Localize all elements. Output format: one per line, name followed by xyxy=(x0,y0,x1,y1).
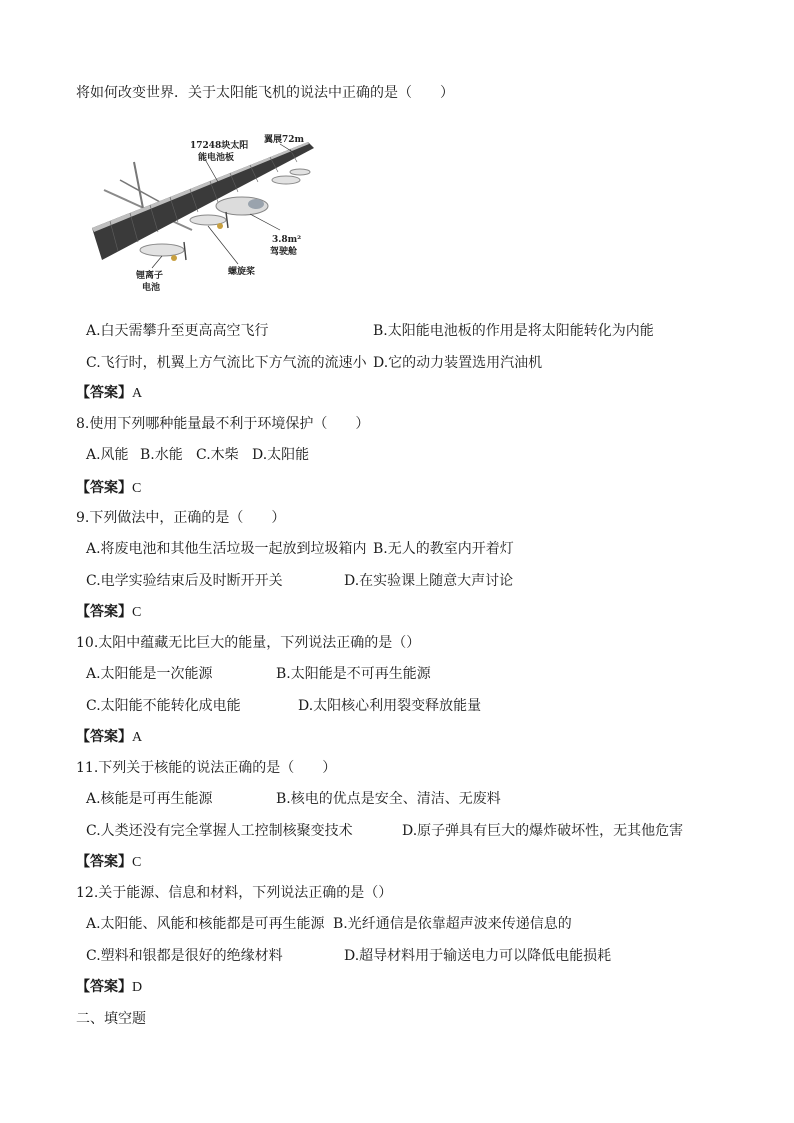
q12-option-c: C.塑料和银都是很好的绝缘材料 xyxy=(86,948,283,964)
q8-stem: 8.使用下列哪种能量最不利于环境保护（ ） xyxy=(76,416,370,432)
q10-stem: 10.太阳中蕴藏无比巨大的能量，下列说法正确的是（） xyxy=(76,635,421,651)
figure-label-span: 翼展72m xyxy=(264,135,305,145)
q10-option-c: C.太阳能不能转化成电能 xyxy=(86,698,241,714)
answer-label: 【答案】 xyxy=(76,979,132,995)
q11-stem: 11.下列关于核能的说法正确的是（ ） xyxy=(76,760,337,776)
figure-label-battery-2: 电池 xyxy=(142,283,161,293)
q10-option-a: A.太阳能是一次能源 xyxy=(86,666,213,682)
q9-option-b: B.无人的教室内开着灯 xyxy=(373,541,514,557)
q8-option-c: C.木柴 xyxy=(196,447,239,463)
q8-answer xyxy=(76,479,141,498)
figure-label-cells-2: 能电池板 xyxy=(198,153,235,163)
answer-label: 【答案】 xyxy=(76,729,132,745)
q11-option-c: C.人类还没有完全掌握人工控制核聚变技术 xyxy=(86,823,353,839)
q11-option-a: A.核能是可再生能源 xyxy=(86,791,213,807)
q10-option-b: B.太阳能是不可再生能源 xyxy=(276,666,431,682)
q12-answer xyxy=(76,978,142,997)
q9-option-c: C.电学实验结束后及时断开开关 xyxy=(86,573,283,589)
q7-stem: 将如何改变世界．关于太阳能飞机的说法中正确的是（ ） xyxy=(76,85,454,101)
q9-option-a: A.将废电池和其他生活垃圾一起放到垃圾箱内 xyxy=(86,541,367,557)
q8-option-d: D.太阳能 xyxy=(252,447,310,463)
figure-label-cockpit-area: 3.8m² xyxy=(272,235,302,245)
q7-option-a: A.白天需攀升至更高高空飞行 xyxy=(86,323,269,339)
figure-label-battery: 锂离子 xyxy=(136,271,164,281)
q8-option-a: A.风能 xyxy=(86,447,129,463)
q7-option-d: D.它的动力装置选用汽油机 xyxy=(373,355,543,371)
q12-option-d: D.超导材料用于输送电力可以降低电能损耗 xyxy=(344,948,612,964)
solar-plane-illustration xyxy=(90,122,322,300)
q10-option-d: D.太阳核心利用裂变释放能量 xyxy=(298,698,482,714)
answer-value: A xyxy=(132,730,143,745)
q11-option-b: B.核电的优点是安全、清洁、无废料 xyxy=(276,791,501,807)
answer-value: C xyxy=(132,855,142,870)
q12-option-a: A.太阳能、风能和核能都是可再生能源 xyxy=(86,916,325,932)
figure-label-propeller: 螺旋桨 xyxy=(228,267,256,277)
figure-label-cells: 17248块太阳 xyxy=(190,141,249,151)
q9-stem: 9.下列做法中，正确的是（ ） xyxy=(76,510,286,526)
q7-option-c: C.飞行时，机翼上方气流比下方气流的流速小 xyxy=(86,355,367,371)
q8-option-b: B.水能 xyxy=(140,447,183,463)
q12-stem: 12.关于能源、信息和材料，下列说法正确的是（） xyxy=(76,885,393,901)
answer-label: 【答案】 xyxy=(76,480,132,496)
answer-label: 【答案】 xyxy=(76,604,132,620)
answer-value: D xyxy=(132,980,143,995)
q9-answer xyxy=(76,603,141,622)
q11-option-d: D.原子弹具有巨大的爆炸破坏性，无其他危害 xyxy=(402,823,684,839)
answer-label: 【答案】 xyxy=(76,385,132,401)
answer-value: C xyxy=(132,481,142,496)
q12-option-b: B.光纤通信是依靠超声波来传递信息的 xyxy=(333,916,572,932)
figure-label-cockpit: 驾驶舱 xyxy=(270,247,298,257)
q7-option-b: B.太阳能电池板的作用是将太阳能转化为内能 xyxy=(373,323,654,339)
answer-value: C xyxy=(132,605,142,620)
q11-answer xyxy=(76,853,141,872)
q9-option-d: D.在实验课上随意大声讨论 xyxy=(344,573,514,589)
section-title-fill-in: 二、填空题 xyxy=(76,1011,146,1027)
q10-answer xyxy=(76,728,142,747)
solar-plane-figure xyxy=(90,122,322,300)
answer-value: A xyxy=(132,386,143,401)
answer-label: 【答案】 xyxy=(76,854,132,870)
q7-answer xyxy=(76,384,142,403)
